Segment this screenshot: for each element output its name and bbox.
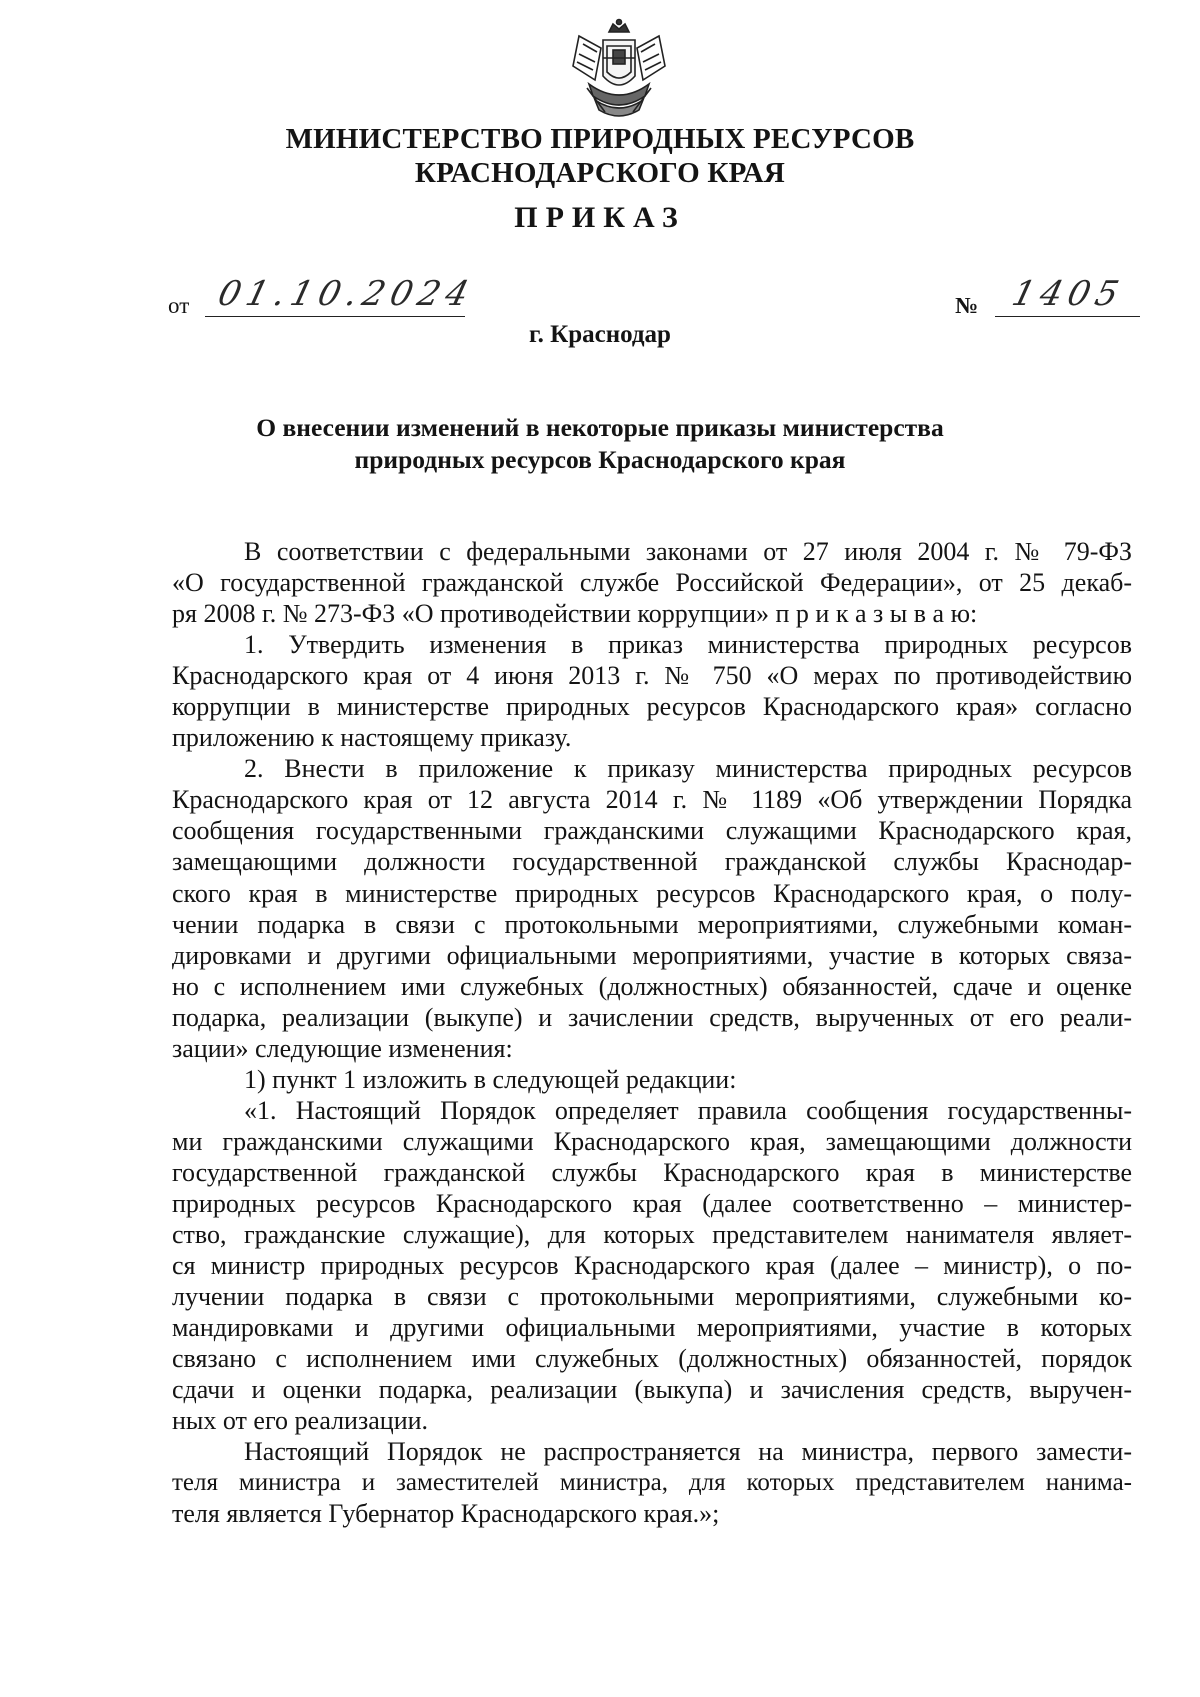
body-line: государственной гражданской службы Краснодарского края в министерстве	[172, 1157, 1132, 1187]
body-line: Настоящий Порядок не распространяется на министра, первого замести-	[244, 1437, 1132, 1467]
subject-line-1: О внесении изменений в некоторые приказы министерства	[256, 413, 944, 442]
body-line: 2. Внести в приложение к приказу министерства природных ресурсов	[244, 754, 1132, 784]
body-line: В соответствии с федеральными законами от 27 июля 2004 г. № 79-ФЗ	[244, 537, 1132, 566]
city-line: г. Краснодар	[529, 321, 671, 348]
body-line: дировками и другими официальными мероприятиями, участие в которых связа-	[172, 940, 1132, 970]
body-line: замещающими должности государственной гражданской службы Краснодар-	[172, 847, 1132, 877]
body-line: подарка, реализации (выкупе) и зачислении средств, вырученных от его реали-	[172, 1002, 1132, 1032]
body-line: ского края в министерстве природных ресурсов Краснодарского края, о полу-	[172, 878, 1132, 908]
body-line: чении подарка в связи с протокольными мероприятиями, служебными коман-	[172, 909, 1132, 939]
body-line: ных от его реализации.	[172, 1406, 429, 1436]
body-line: 1) пункт 1 изложить в следующей редакции:	[244, 1064, 737, 1094]
body-line: приложению к настоящему приказу.	[172, 723, 572, 753]
body-line: зации» следующие изменения:	[172, 1033, 513, 1063]
number-field	[995, 270, 1140, 317]
body-line: теля является Губернатор Краснодарского края.»;	[172, 1499, 720, 1529]
handwritten-date: 01.10.2024	[214, 274, 479, 314]
body-line: Краснодарского края от 4 июня 2013 г. № 750 «О мерах по противодействию	[172, 661, 1132, 691]
document-type-title: ПРИКАЗ	[514, 201, 686, 234]
ministry-name-line-2: КРАСНОДАРСКОГО КРАЯ	[414, 157, 786, 189]
body-line: сообщения государственными гражданскими служащими Краснодарского края,	[172, 816, 1132, 846]
body-line: ся министр природных ресурсов Краснодарского края (далее – министр), о по-	[172, 1251, 1132, 1281]
number-label: №	[955, 293, 979, 318]
body-line: теля министра и заместителей министра, для которых представителем нанима-	[172, 1469, 1132, 1497]
body-line: лучении подарка в связи с протокольными мероприятиями, служебными ко-	[172, 1282, 1132, 1312]
ministry-name-line-1: МИНИСТЕРСТВО ПРИРОДНЫХ РЕСУРСОВ	[285, 123, 915, 155]
handwritten-number: 1405	[1008, 274, 1129, 314]
body-line: ми гражданскими служащими Краснодарского края, замещающими должности	[172, 1126, 1132, 1156]
krasnodar-krai-coat-of-arms-icon	[565, 18, 673, 120]
body-line: Краснодарского края от 12 августа 2014 г. № 1189 «Об утверждении Порядка	[172, 785, 1132, 815]
subject-line-2: природных ресурсов Краснодарского края	[354, 445, 846, 474]
body-line: природных ресурсов Краснодарского края (далее соответственно – министер-	[172, 1188, 1132, 1218]
body-line: ство, гражданские служащие), для которых представителем нанимателя являет-	[172, 1220, 1132, 1250]
body-line: ря 2008 г. № 273-ФЗ «О противодействии коррупции» п р и к а з ы в а ю:	[172, 599, 978, 629]
body-line: «О государственной гражданской службе Российской Федерации», от 25 декаб-	[172, 568, 1132, 598]
body-line: 1. Утвердить изменения в приказ министерства природных ресурсов	[244, 630, 1132, 660]
body-line: коррупции в министерстве природных ресурсов Краснодарского края» согласно	[172, 692, 1132, 722]
body-line: сдачи и оценки подарка, реализации (выкупа) и зачисления средств, выручен-	[172, 1375, 1132, 1405]
body-line: но с исполнением ими служебных (должностных) обязанностей, сдаче и оценке	[172, 971, 1132, 1001]
date-field	[205, 270, 479, 317]
body-line: связано с исполнением ими служебных (должностных) обязанностей, порядок	[172, 1344, 1132, 1374]
body-line: мандировками и другими официальными мероприятиями, участие в которых	[172, 1313, 1132, 1343]
body-line: «1. Настоящий Порядок определяет правила сообщения государственны-	[244, 1095, 1132, 1125]
order-body	[172, 536, 1132, 1530]
date-label: от	[168, 293, 190, 318]
